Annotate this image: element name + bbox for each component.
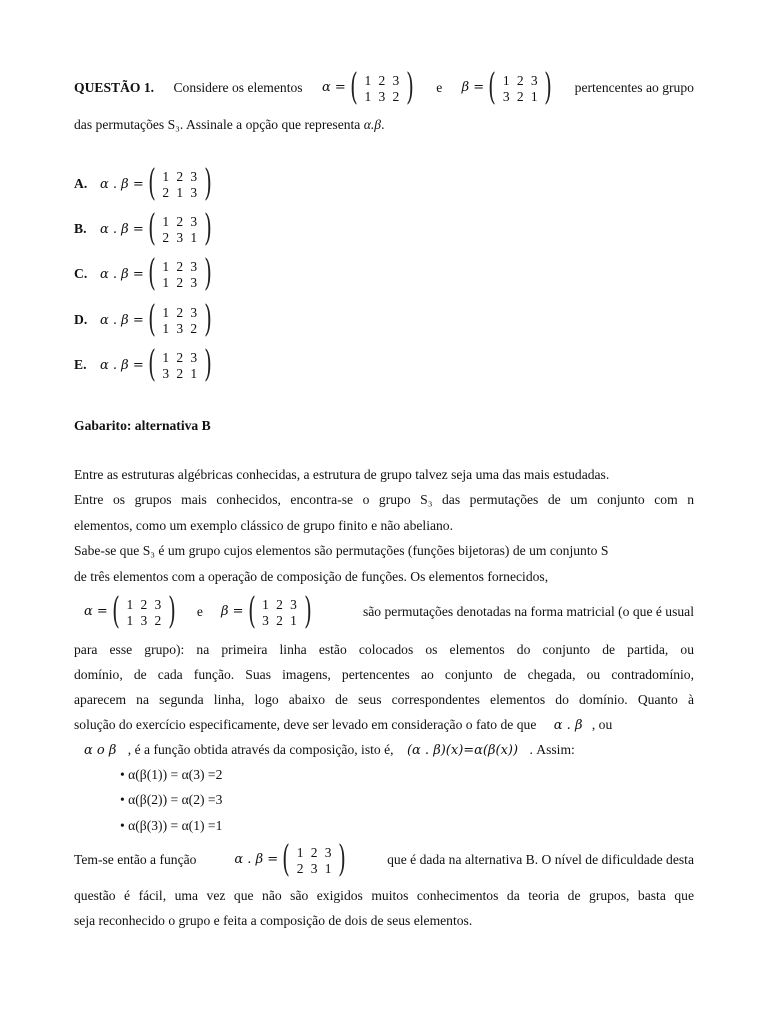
beta-matrix: β = ( 1 2 3 3 2 1 ) <box>461 67 553 108</box>
para-line-3: elementos, como um exemplo clássico de grupo finito e não abeliano. <box>74 518 454 533</box>
option-letter: D. <box>74 312 88 327</box>
para-line-8: domínio, de cada função. Suas imagens, pertencentes ao conjunto de chegada, ou contradomínio, <box>74 667 694 682</box>
bullet-3: • α(β(3)) = α(1) =1 <box>120 818 223 833</box>
option-letter: B. <box>74 221 87 236</box>
option-letter: E. <box>74 357 87 372</box>
conclusion-line-1: Tem-se então a função α . β = ( 1 2 3 2 3 1 ) que é dada na alternativa B. O nível de dificuldade desta <box>74 839 694 880</box>
option-matrix: α . β = ( 1 2 3 2 3 1 ) <box>100 208 212 249</box>
para-beta-matrix: β = ( 1 2 3 3 2 1 ) <box>220 591 312 632</box>
para-line-2: Entre os grupos mais conhecidos, encontra-se o grupo S₃ das permutações de um conjunto com n <box>74 492 694 507</box>
option-matrix: α . β = ( 1 2 3 3 2 1 ) <box>100 344 212 385</box>
para-line-6: α = ( 1 2 3 1 3 2 ) e β = ( 1 2 3 3 2 1 ) são permutações denotadas na forma matricial (o que é usual <box>84 591 694 632</box>
alpha-matrix: α = ( 1 2 3 1 3 2 ) <box>321 67 414 108</box>
question-line-2: das permutações S₃. Assinale a opção que representa α.β. <box>74 117 385 132</box>
conj-e: e <box>436 80 443 95</box>
option-matrix: α . β = ( 1 2 3 1 3 2 ) <box>100 299 212 340</box>
option-e <box>74 346 215 384</box>
question-title: QUESTÃO 1. <box>74 80 155 95</box>
conclusion-matrix: α . β = ( 1 2 3 2 3 1 ) <box>234 839 347 880</box>
answer-key: Gabarito: alternativa B <box>74 418 211 433</box>
question-tail: pertencentes ao grupo <box>574 80 694 95</box>
question-line-1 <box>74 67 694 108</box>
option-matrix: α . β = ( 1 2 3 1 2 3 ) <box>100 253 212 294</box>
para-line-1: Entre as estruturas algébricas conhecidas, a estrutura de grupo talvez seja uma das mais estudadas. <box>74 467 610 482</box>
bullet-1: • α(β(1)) = α(3) =2 <box>120 767 223 782</box>
question-intro: Considere os elementos <box>173 80 303 95</box>
para-line-9: aparecem na segunda linha, logo abaixo de seus correspondentes elementos do domínio. Quanto à <box>74 692 694 707</box>
option-a <box>74 165 215 203</box>
conclusion-line-3: seja reconhecido o grupo e feita a composição de dois de seus elementos. <box>74 913 473 928</box>
para-line-7: para esse grupo): na primeira linha estão colocados os elementos do conjunto de partida, ou <box>74 642 694 657</box>
conclusion-line-2: questão é fácil, uma vez que não são exigidos muitos conhecimentos da teoria de grupos, basta que <box>74 888 694 903</box>
alpha-grid: 1 2 3 1 3 2 <box>364 72 400 104</box>
para-line-4: Sabe-se que S₃ é um grupo cujos elementos são permutações (funções bijetoras) de um conjunto S <box>74 543 609 558</box>
option-matrix: α . β = ( 1 2 3 2 1 3 ) <box>100 163 212 204</box>
option-letter: A. <box>74 176 88 191</box>
para-alpha-matrix: α = ( 1 2 3 1 3 2 ) <box>84 591 176 632</box>
para-line-11: α o β , é a função obtida através da composição, isto é, (α . β)(x)=α(β(x)) . Assim: <box>84 742 575 758</box>
beta-grid: 1 2 3 3 2 1 <box>502 72 538 104</box>
option-d <box>74 301 215 339</box>
option-letter: C. <box>74 266 88 281</box>
para-line-5: de três elementos com a operação de composição de funções. Os elementos fornecidos, <box>74 569 549 584</box>
para-line-10: solução do exercício especificamente, deve ser levado em consideração o fato de que α . β , ou <box>74 717 613 733</box>
option-b <box>74 210 215 248</box>
bullet-2: • α(β(2)) = α(2) =3 <box>120 792 223 807</box>
option-c <box>74 255 215 293</box>
